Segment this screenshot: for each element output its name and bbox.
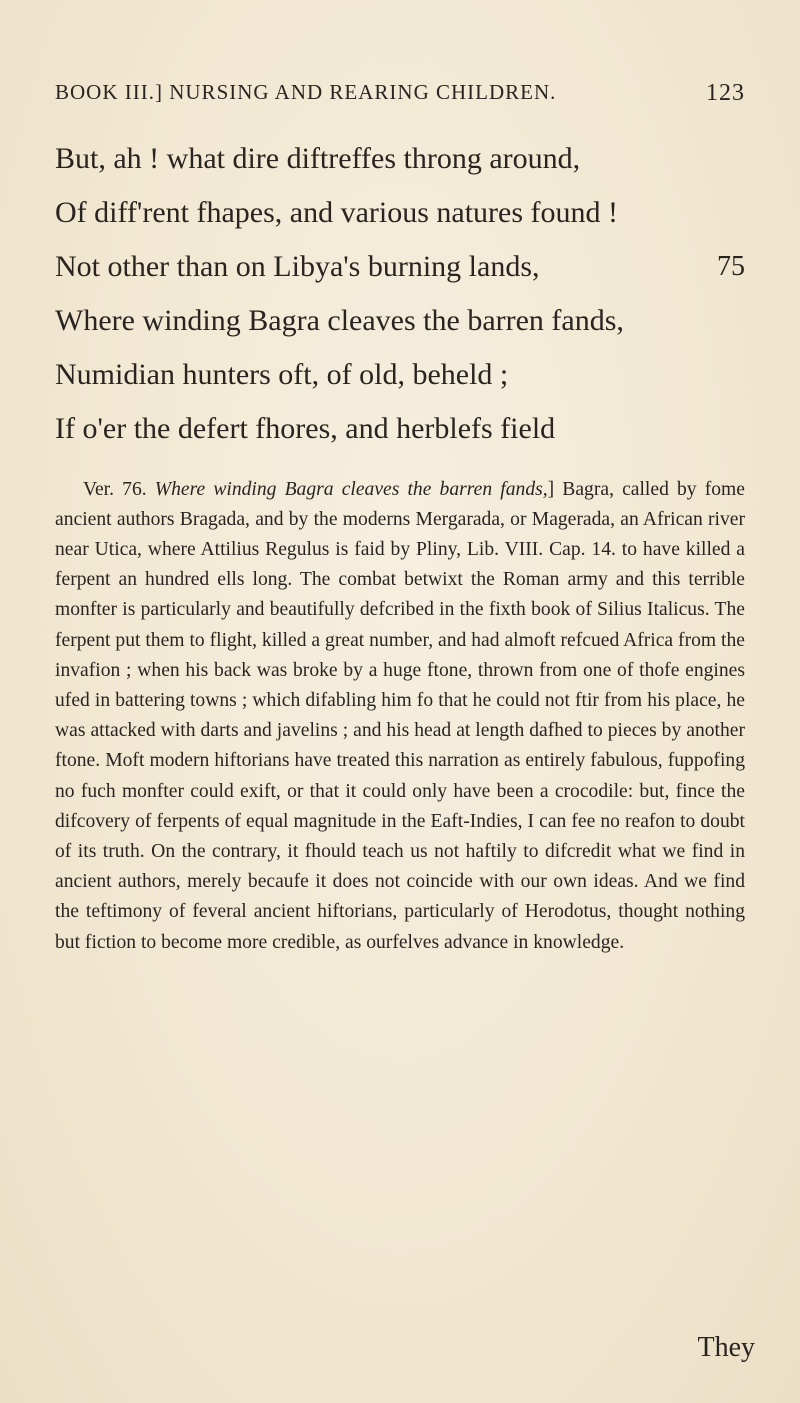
note-ref: Ver. 76.: [83, 478, 147, 500]
verse-line: [55, 132, 745, 186]
verse-text: Numidian hunters oft, of old, beheld ;: [55, 358, 509, 391]
verse-text: Of diff'rent fhapes, and various natures found !: [55, 196, 619, 229]
verse-text: Not other than on Libya's burning lands,: [55, 250, 540, 283]
verse-block: [55, 132, 745, 456]
line-number: 75: [717, 251, 745, 282]
footnote: [55, 475, 745, 958]
running-head-title: BOOK III.] NURSING AND REARING CHILDREN.: [55, 80, 557, 104]
note-body: ] Bagra, called by fome ancient authors Bragada, and by the moderns Mergarada, or Magerada, an African river near Utica, where Attilius Regulus is faid by Pliny, Lib. VIII. Cap. 14. to have killed a ferpent an hundred ells long. The combat betwixt the Roman army and this terrible monfter is particularly and beautifully defcribed in the fixth book of Silius Italicus. The ferpent put them to flight, killed a great number, and had almoft refcued Africa from the invafion ; when his back was broke by a huge ftone, thrown from one of thofe engines ufed in battering towns ; which difabling him fo that he could not ftir from his place, he was attacked with darts and javelins ; and his head at length dafhed to pieces by another ftone. Moft modern hiftorians have treated this narration as entirely fabulous, fuppofing no fuch monfter could exift, or that it could only have been a crocodile: but, fince the difcovery of ferpents of equal magnitude in the Eaft-Indies, I can fee no reafon to doubt of its truth. On the contrary, it fhould teach us not haftily to difcredit what we find in ancient authors, merely becaufe it does not coincide with our own ideas. And we find the teftimony of feveral ancient hiftorians, particularly of Herodotus, thought nothing but fiction to become more credible, as ourfelves advance in knowledge.: [55, 478, 745, 953]
verse-text: If o'er the defert fhores, and herblefs field: [55, 412, 556, 445]
verse-line: [55, 186, 745, 240]
note-quote: Where winding Bagra cleaves the barren fands,: [154, 478, 548, 500]
running-head: [55, 80, 745, 110]
verse-line: [55, 294, 745, 348]
catchword: They: [697, 1332, 755, 1363]
verse-line: [55, 240, 745, 294]
verse-text: Where winding Bagra cleaves the barren fands,: [55, 304, 624, 337]
page-number: 123: [706, 80, 745, 106]
verse-line: [55, 348, 745, 402]
verse-text: But, ah ! what dire diftreffes throng around,: [55, 142, 581, 175]
verse-line: [55, 402, 745, 456]
